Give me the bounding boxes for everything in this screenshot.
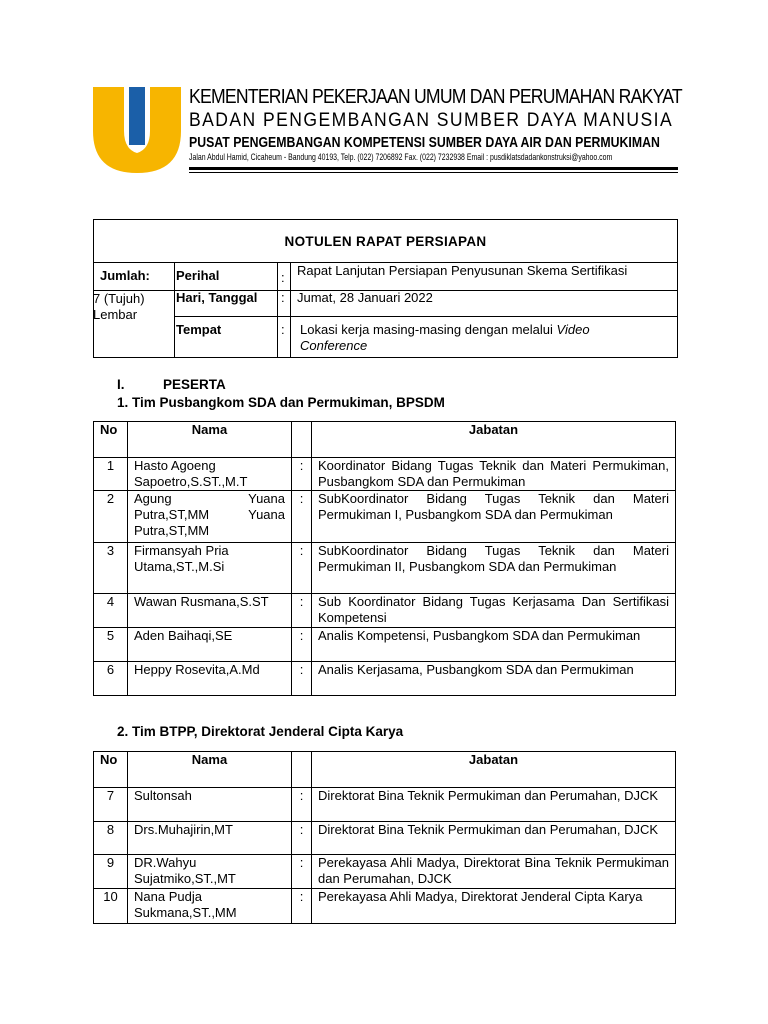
row-nama: Drs.Muhajirin,MT <box>128 822 292 855</box>
row-jabatan: Perekayasa Ahli Madya, Direktorat Jenderal Cipta Karya <box>312 889 676 924</box>
row-nama: Firmansyah Pria Utama,ST.,M.Si <box>128 543 292 594</box>
table-header-row <box>94 422 676 458</box>
row-no: 9 <box>94 855 128 889</box>
group1-heading: 1. Tim Pusbangkom SDA dan Permukiman, BPSDM <box>117 395 445 410</box>
header-no: No <box>94 422 128 458</box>
table-row <box>94 889 676 924</box>
table-header-row <box>94 752 676 788</box>
row-jabatan: Analis Kompetensi, Pusbangkom SDA dan Permukiman <box>312 628 676 662</box>
section-roman-numeral: I. <box>117 377 125 392</box>
header-jabatan: Jabatan <box>312 752 676 788</box>
row-sep: : <box>292 822 312 855</box>
row-nama: Aden Baihaqi,SE <box>128 628 292 662</box>
tempat-value <box>300 322 640 354</box>
row-sep: : <box>292 662 312 696</box>
tempat-label: Tempat <box>176 322 222 337</box>
col-divider-2 <box>277 262 278 357</box>
perihal-colon: : <box>281 270 285 285</box>
document-title: NOTULEN RAPAT PERSIAPAN <box>284 234 487 249</box>
row-jabatan: Direktorat Bina Teknik Permukiman dan Perumahan, DJCK <box>312 822 676 855</box>
letterhead-text <box>189 85 682 164</box>
row-nama: Heppy Rosevita,A.Md <box>128 662 292 696</box>
row-sep: : <box>292 458 312 491</box>
header-sep <box>292 752 312 788</box>
row-jabatan: SubKoordinator Bidang Tugas Teknik dan Materi Permukiman I, Pusbangkom SDA dan Permukiman <box>312 491 676 543</box>
table-row <box>94 628 676 662</box>
letterhead <box>93 85 682 174</box>
row-jabatan: Direktorat Bina Teknik Permukiman dan Perumahan, DJCK <box>312 788 676 822</box>
row-no: 4 <box>94 594 128 628</box>
address-line: Jalan Abdul Hamid, Cicaheum - Bandung 40193, Telp. (022) 7206892 Fax. (022) 7232938 Email : pusdiklatsdadankonstruksi@yahoo.com <box>189 152 613 163</box>
col-divider-3 <box>290 262 291 357</box>
table-row <box>94 822 676 855</box>
col-divider-1 <box>174 262 175 357</box>
group2-heading: 2. Tim BTPP, Direktorat Jenderal Cipta Karya <box>117 724 404 739</box>
jumlah-label: Jumlah: <box>100 268 150 283</box>
perihal-label: Perihal <box>176 268 220 283</box>
table-row <box>94 458 676 491</box>
row-sep: : <box>292 855 312 889</box>
row-nama: Agung Yuana Putra,ST,MM Yuana Putra,ST,MM <box>128 491 292 543</box>
row-nama: Nana Pudja Sukmana,ST.,MM <box>128 889 292 924</box>
row-jabatan: Koordinator Bidang Tugas Teknik dan Materi Permukiman, Pusbangkom SDA dan Permukiman <box>312 458 676 491</box>
row-nama: Hasto Agoeng Sapoetro,S.ST.,M.T <box>128 458 292 491</box>
pupr-logo-icon <box>93 87 181 173</box>
tempat-value-plain: Lokasi kerja masing-masing dengan melalui <box>300 322 557 337</box>
row-no: 7 <box>94 788 128 822</box>
table-row <box>94 594 676 628</box>
center-name: PUSAT PENGEMBANGAN KOMPETENSI SUMBER DAYA AIR DAN PERMUKIMAN <box>189 134 660 151</box>
header-sep <box>292 422 312 458</box>
row-sep: : <box>292 889 312 924</box>
row-sep: : <box>292 788 312 822</box>
row-jabatan: Sub Koordinator Bidang Tugas Kerjasama Dan Sertifikasi Kompetensi <box>312 594 676 628</box>
row-no: 8 <box>94 822 128 855</box>
row-sep: : <box>292 491 312 543</box>
table-row <box>94 855 676 889</box>
ministry-name: KEMENTERIAN PEKERJAAN UMUM DAN PERUMAHAN RAKYAT <box>189 85 682 108</box>
agency-name: BADAN PENGEMBANGAN SUMBER DAYA MANUSIA <box>189 109 674 131</box>
table-row <box>94 662 676 696</box>
header-jabatan: Jabatan <box>312 422 676 458</box>
row-divider-2 <box>174 316 677 317</box>
row-jabatan: Analis Kerjasama, Pusbangkom SDA dan Permukiman <box>312 662 676 696</box>
row-sep: : <box>292 628 312 662</box>
table-row <box>94 491 676 543</box>
tempat-colon: : <box>281 322 285 337</box>
group1-table <box>93 421 676 696</box>
header-nama: Nama <box>128 752 292 788</box>
notulen-header-box <box>93 219 678 358</box>
row-nama: DR.Wahyu Sujatmiko,ST.,MT <box>128 855 292 889</box>
letterhead-rule-thick <box>189 167 678 170</box>
section-title-peserta: PESERTA <box>163 377 226 392</box>
hari-tanggal-label: Hari, Tanggal <box>176 290 258 305</box>
row-no: 5 <box>94 628 128 662</box>
row-no: 3 <box>94 543 128 594</box>
header-no: No <box>94 752 128 788</box>
hari-tanggal-colon: : <box>281 290 285 305</box>
row-nama: Wawan Rusmana,S.ST <box>128 594 292 628</box>
tempat-value-italic: Video Conference <box>300 322 590 353</box>
row-jabatan: SubKoordinator Bidang Tugas Teknik dan Materi Permukiman II, Pusbangkom SDA dan Permukiman <box>312 543 676 594</box>
row-no: 1 <box>94 458 128 491</box>
group2-table <box>93 751 676 924</box>
header-nama: Nama <box>128 422 292 458</box>
row-sep: : <box>292 543 312 594</box>
row-no: 10 <box>94 889 128 924</box>
row-no: 6 <box>94 662 128 696</box>
logo-blue-bar <box>129 87 145 145</box>
table-row <box>94 543 676 594</box>
jumlah-value: 7 (Tujuh) Lembar <box>93 291 145 322</box>
row-nama: Sultonsah <box>128 788 292 822</box>
row-jabatan: Perekayasa Ahli Madya, Direktorat Bina Teknik Permukiman dan Perumahan, DJCK <box>312 855 676 889</box>
row-no: 2 <box>94 491 128 543</box>
row-sep: : <box>292 594 312 628</box>
letterhead-rule-thin <box>189 172 678 173</box>
table-row <box>94 788 676 822</box>
hari-tanggal-value: Jumat, 28 Januari 2022 <box>297 290 433 305</box>
perihal-value: Rapat Lanjutan Persiapan Penyusunan Skema Sertifikasi <box>297 263 628 278</box>
